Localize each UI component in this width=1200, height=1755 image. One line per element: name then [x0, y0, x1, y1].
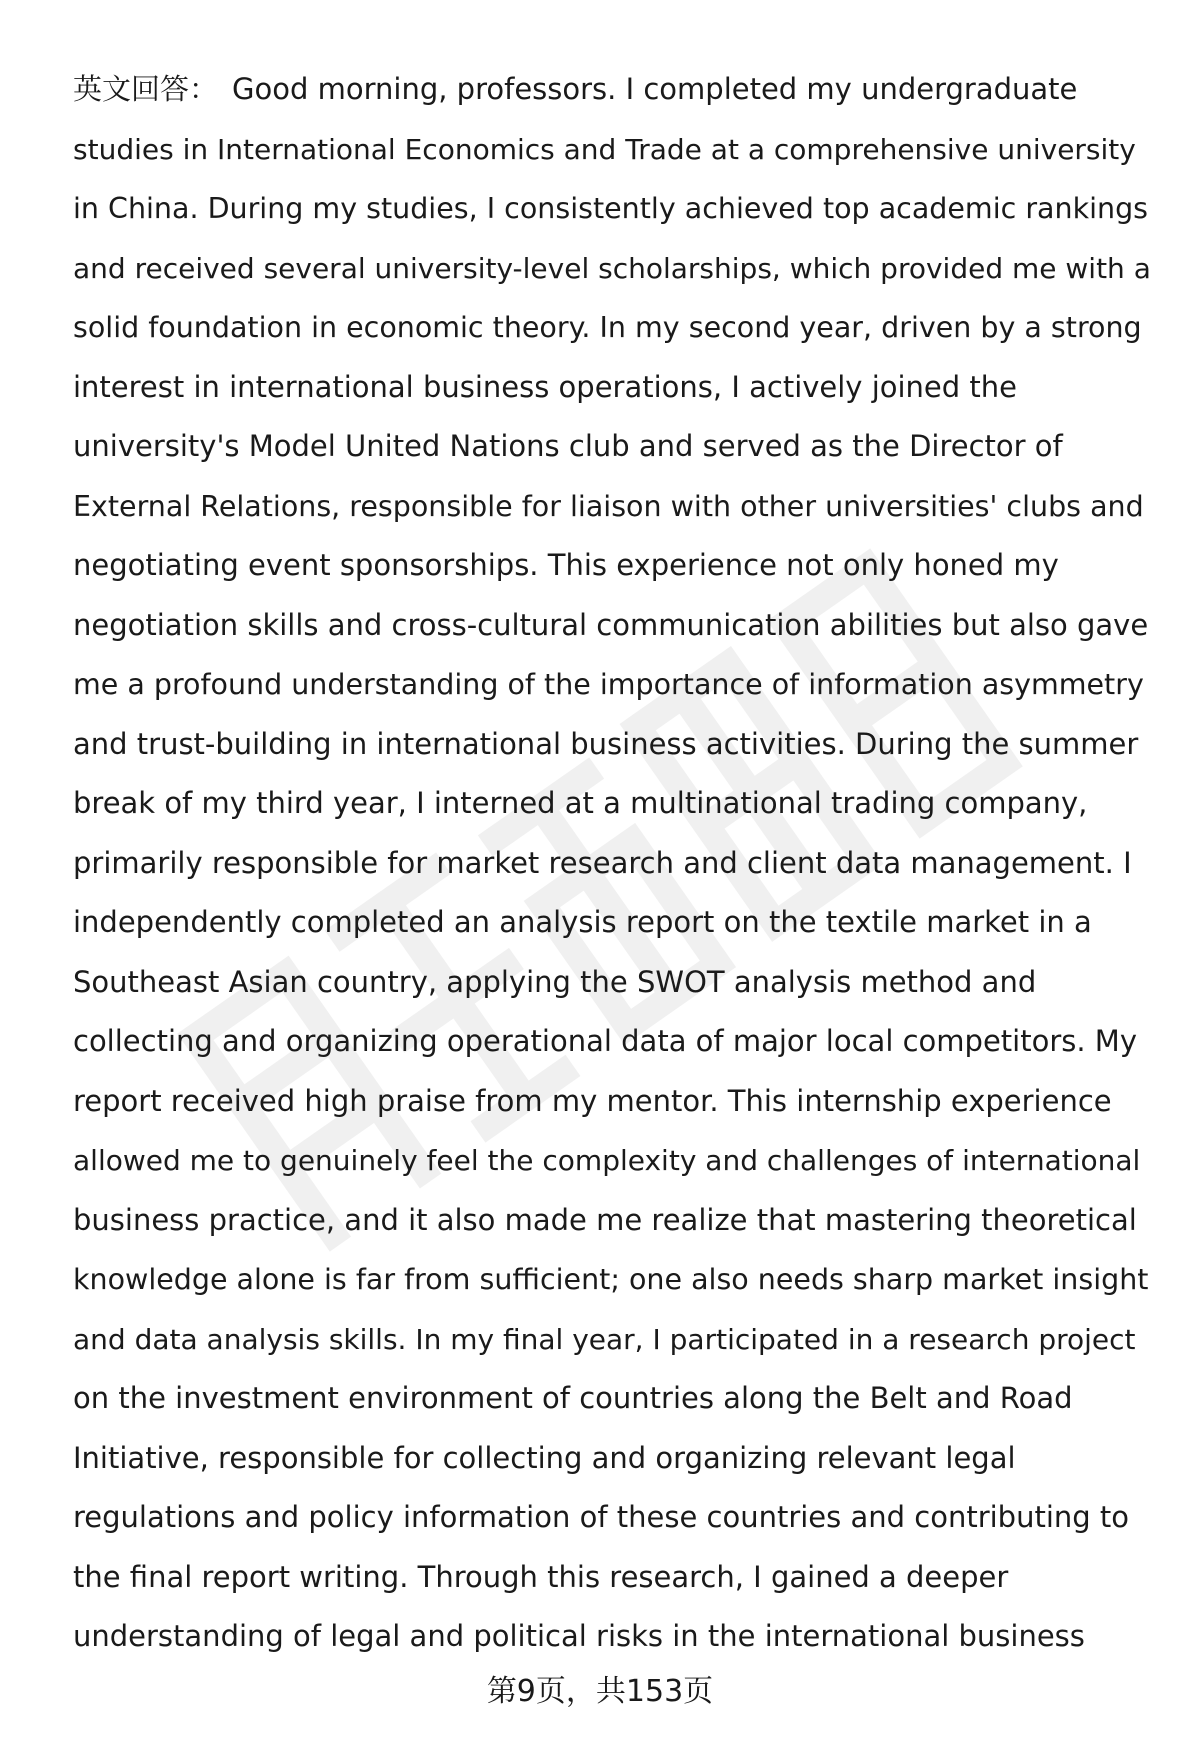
answer-line: External Relations, responsible for liaison with other universities' clubs and [73, 489, 1144, 523]
answer-line: understanding of legal and political risks in the international business [73, 1619, 1085, 1653]
answer-line: on the investment environment of countries along the Belt and Road [73, 1381, 1073, 1415]
answer-line: break of my third year, I interned at a multinational trading company, [73, 786, 1088, 820]
answer-line: university's Model United Nations club and served as the Director of [73, 429, 1063, 463]
answer-line: Southeast Asian country, applying the SWOT analysis method and [73, 964, 1037, 999]
answer-line: primarily responsible for market research and client data management. I [73, 845, 1132, 880]
answer-line: me a profound understanding of the importance of information asymmetry [73, 668, 1144, 701]
answer-line: business practice, and it also made me realize that mastering theoretical [73, 1202, 1137, 1237]
page-number-footer: 第9页，共153页 [486, 1674, 714, 1709]
answer-line: Initiative, responsible for collecting and organizing relevant legal [73, 1440, 1016, 1475]
answer-line: negotiation skills and cross-cultural communication abilities but also gave [73, 607, 1149, 642]
answer-line: report received high praise from my mentor. This internship experience [73, 1083, 1112, 1118]
answer-line: independently completed an analysis report on the textile market in a [73, 905, 1092, 939]
answer-line-first [73, 60, 1153, 120]
answer-line: negotiating event sponsorships. This experience not only honed my [73, 548, 1059, 582]
answer-line: allowed me to genuinely feel the complexity and challenges of international [73, 1144, 1141, 1177]
answer-line-text: Good morning, professors. I completed my undergraduate [232, 72, 1078, 106]
answer-line: and data analysis skills. In my final year, I participated in a research project [73, 1322, 1136, 1356]
answer-label: 英文回答： [73, 72, 219, 106]
answer-line: solid foundation in economic theory. In my second year, driven by a strong [73, 311, 1142, 344]
answer-line: regulations and policy information of these countries and contributing to [73, 1500, 1130, 1534]
answer-line: and received several university-level scholarships, which provided me with a [73, 251, 1151, 285]
answer-line: and trust-building in international business activities. During the summer [73, 726, 1139, 761]
answer-line: interest in international business operations, I actively joined the [73, 369, 1017, 404]
answer-line: studies in International Economics and Trade at a comprehensive university [73, 132, 1136, 166]
answer-line: collecting and organizing operational data of major local competitors. My [73, 1024, 1137, 1058]
answer-line: the final report writing. Through this research, I gained a deeper [73, 1559, 1009, 1594]
answer-line: in China. During my studies, I consistently achieved top academic rankings [73, 192, 1149, 225]
answer-text-block [73, 60, 1153, 1667]
answer-line: knowledge alone is far from sufficient; one also needs sharp market insight [73, 1263, 1149, 1296]
